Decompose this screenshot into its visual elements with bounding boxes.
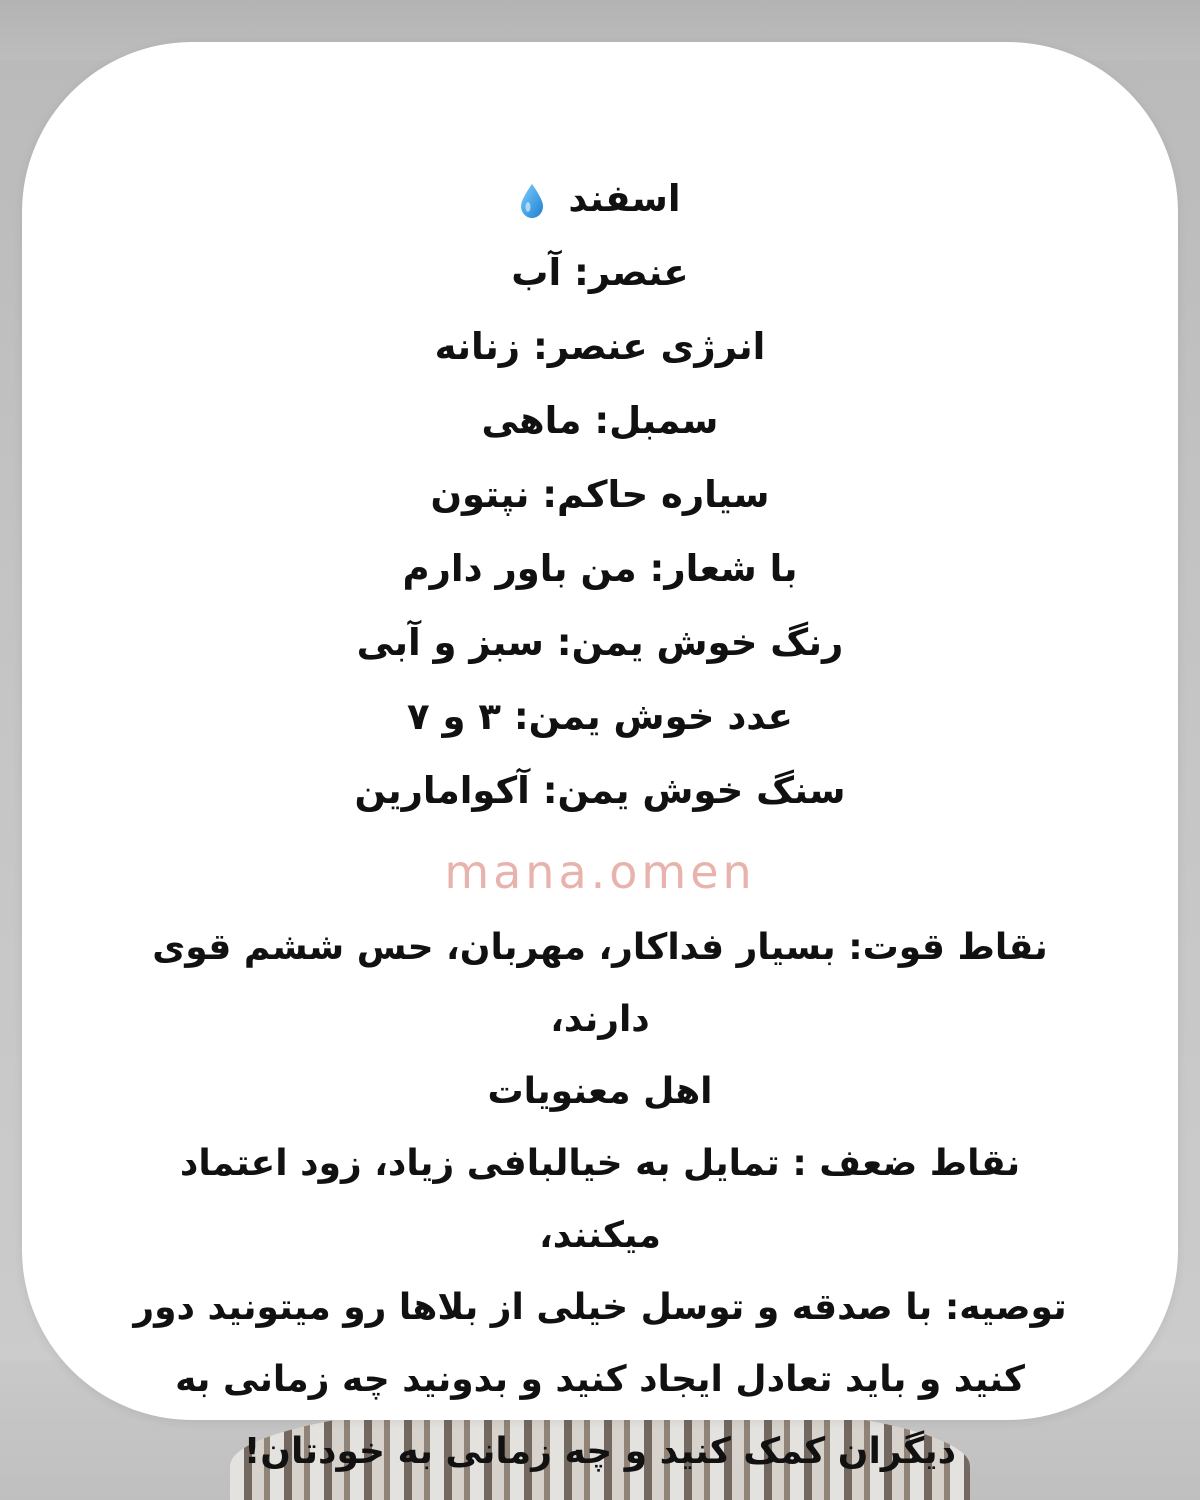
attribute-lucky-number: عدد خوش یمن: ۳ و ۷ [407,695,793,738]
weaknesses-line: نقاط ضعف : تمایل به خیالبافی زیاد، زود اعتماد میکنند، [179,1143,1021,1256]
water-drop-icon [519,183,545,219]
advice-line-1: توصیه: با صدقه و توسل خیلی از بلاها رو میتونید دور [133,1287,1067,1328]
watermark: mana.omen [444,845,756,899]
advice-line-3: دیگران کمک کنید و چه زمانی به خودتان! [243,1431,957,1472]
strengths-line-1: نقاط قوت: بسیار فداکار، مهربان، حس ششم قوی دارند، [152,927,1048,1040]
advice-line-2: کنید و باید تعادل ایجاد کنید و بدونید چه زمانی به [175,1359,1025,1400]
attribute-symbol: سمبل: ماهی [481,399,719,442]
attribute-lucky-color: رنگ خوش یمن: سبز و آبی [356,621,844,664]
attribute-element: عنصر: آب [511,251,689,294]
month-title [22,162,1178,236]
month-title-text: اسفند [568,177,681,220]
attribute-ruling-planet: سیاره حاکم: نپتون [430,473,770,516]
attribute-element-energy: انرژی عنصر: زنانه [434,325,766,368]
card-text [22,42,1178,1472]
attribute-lucky-stone: سنگ خوش یمن: آکوامارین [354,769,846,812]
strengths-line-2: اهل معنویات [487,1071,713,1112]
attribute-motto: با شعار: من باور دارم [402,547,798,590]
